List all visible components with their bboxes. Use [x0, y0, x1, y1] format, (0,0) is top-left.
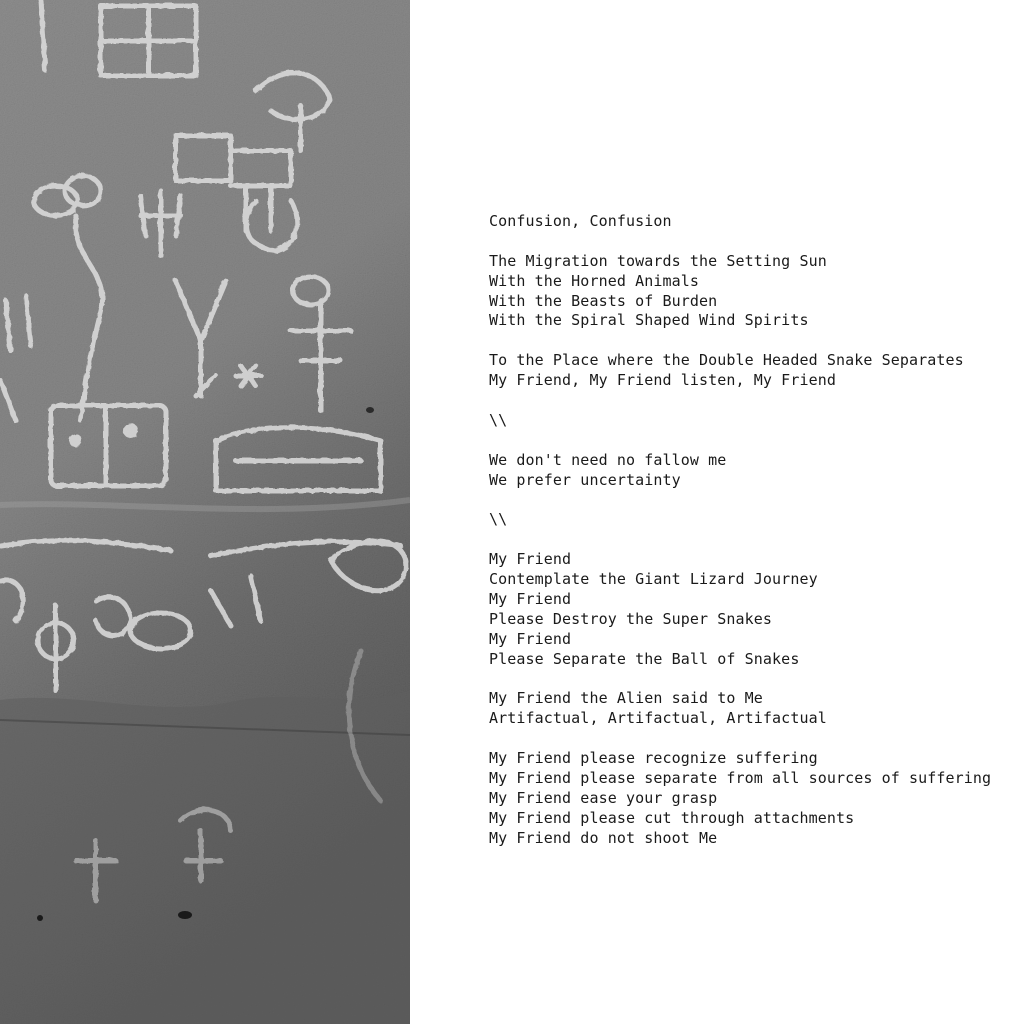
petroglyph-photo — [0, 0, 410, 1024]
poem-blank-line — [489, 232, 1009, 252]
poem-line: Confusion, Confusion — [489, 212, 672, 230]
poem-text — [489, 212, 1009, 849]
poem-line: Please Destroy the Super Snakes — [489, 609, 773, 628]
poem-blank-line — [489, 530, 1009, 550]
poem-line: My Friend — [489, 550, 572, 569]
poem-line: With the Horned Animals — [489, 271, 700, 290]
poem-line: We don't need no fallow me — [489, 450, 727, 469]
poem-line: My Friend do not shoot Me — [489, 828, 718, 847]
poem-line: My Friend — [489, 589, 572, 608]
poem-blank-line — [489, 669, 1009, 689]
poem-line: My Friend please cut through attachments — [489, 808, 855, 827]
poem-line: We prefer uncertainty — [489, 470, 681, 489]
poem-line: With the Beasts of Burden — [489, 291, 718, 310]
poem-line: With the Spiral Shaped Wind Spirits — [489, 311, 809, 330]
poem-blank-line — [489, 490, 1009, 510]
poem-blank-line — [489, 431, 1009, 451]
poem-line: Please Separate the Ball of Snakes — [489, 649, 800, 668]
poem-line: My Friend please separate from all sources of suffering — [489, 768, 992, 787]
poem-blank-line — [489, 391, 1009, 411]
poem-line: Artifactual, Artifactual, Artifactual — [489, 709, 827, 728]
poem-line: My Friend please recognize suffering — [489, 749, 818, 768]
poem-line: My Friend the Alien said to Me — [489, 689, 763, 708]
poem-line: My Friend, My Friend listen, My Friend — [489, 371, 836, 390]
poem-line: To the Place where the Double Headed Snake Separates — [489, 351, 964, 370]
poem-blank-line — [489, 331, 1009, 351]
poem-blank-line — [489, 729, 1009, 749]
poem-line: My Friend — [489, 629, 572, 648]
poem-line: \\ — [489, 410, 508, 429]
poem-line: \\ — [489, 510, 508, 529]
poem-line: The Migration towards the Setting Sun — [489, 251, 827, 270]
poem-line: My Friend ease your grasp — [489, 788, 718, 807]
poem-line: Contemplate the Giant Lizard Journey — [489, 570, 818, 589]
